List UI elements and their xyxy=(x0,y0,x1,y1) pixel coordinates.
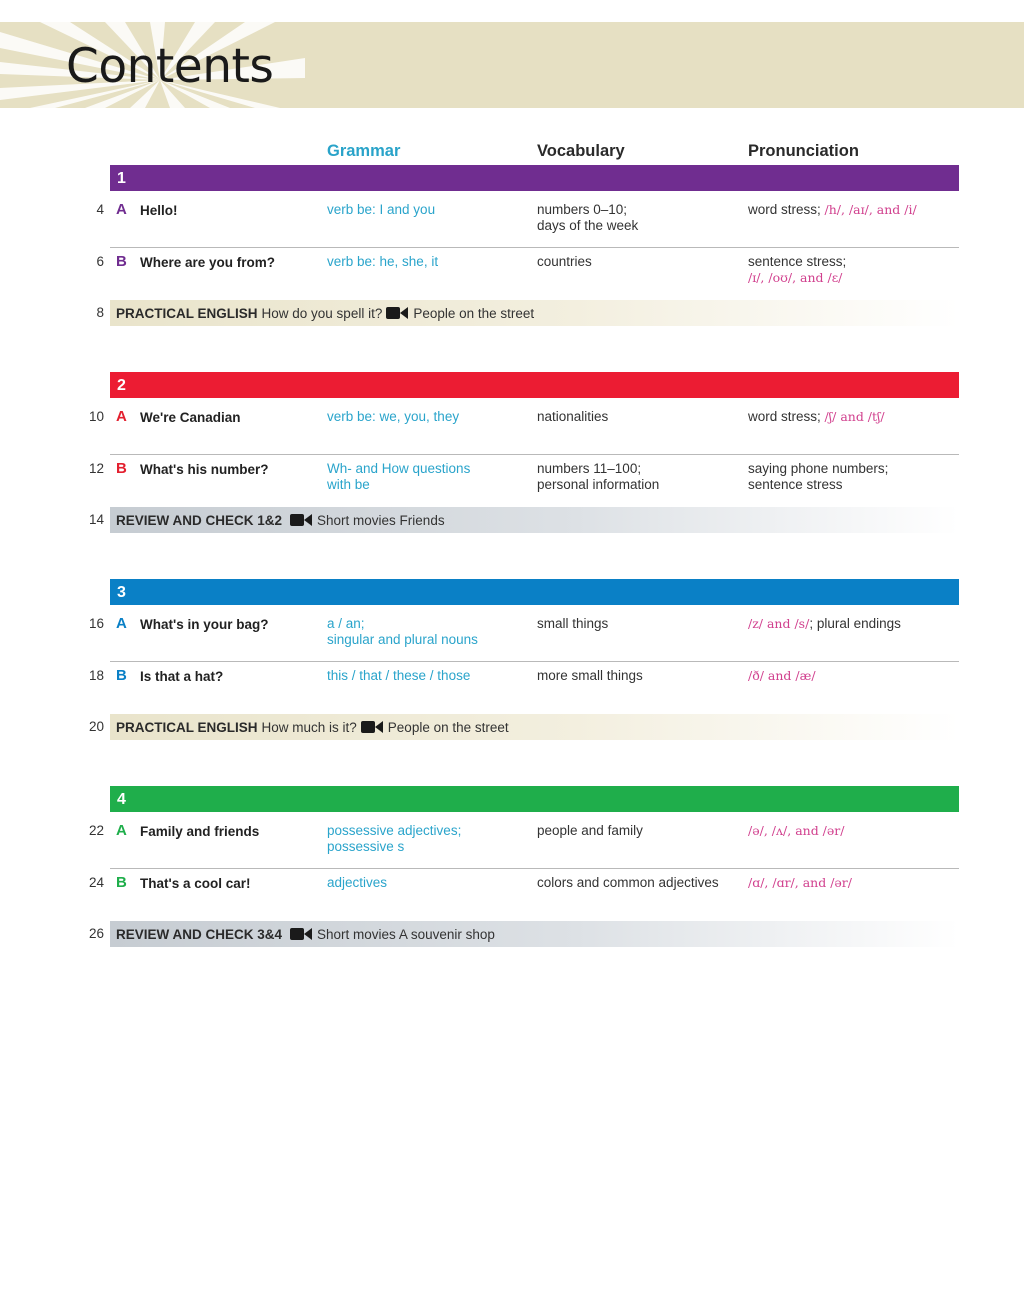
pronunciation-text: saying phone numbers; sentence stress xyxy=(748,461,889,492)
page-number: 12 xyxy=(88,461,104,476)
lesson-title[interactable]: We're Canadian xyxy=(140,410,241,425)
band-label: REVIEW AND CHECK 3&4 xyxy=(116,927,283,942)
pronunciation-cell xyxy=(748,461,958,493)
row-divider xyxy=(110,247,959,248)
pronunciation-cell xyxy=(748,823,958,839)
lesson-letter: A xyxy=(116,822,127,839)
band-video-title: People on the street xyxy=(413,306,535,321)
ipa-symbols: /ð/ and /æ/ xyxy=(748,668,816,683)
vocabulary-cell: nationalities xyxy=(537,409,609,424)
page-number: 4 xyxy=(96,202,104,217)
ipa-symbols: /ʃ/ and /tʃ/ xyxy=(824,409,885,424)
lesson-letter: B xyxy=(116,874,127,891)
vocabulary-cell: colors and common adjectives xyxy=(537,875,719,890)
ipa-symbols: /ɑ/, /ɑr/, and /ər/ xyxy=(748,875,852,890)
page-number: 14 xyxy=(88,512,104,527)
lesson-title[interactable]: Hello! xyxy=(140,203,178,218)
lesson-title[interactable]: Is that a hat? xyxy=(140,669,224,684)
ipa-symbols: /ə/, /ʌ/, and /ər/ xyxy=(748,823,845,838)
band-video-title: Short movies A souvenir shop xyxy=(317,927,495,942)
vocabulary-cell: numbers 0–10; days of the week xyxy=(537,202,639,233)
lesson-letter: B xyxy=(116,253,127,270)
pronunciation-text: word stress; xyxy=(748,202,825,217)
page-number: 16 xyxy=(88,616,104,631)
pronunciation-cell xyxy=(748,616,958,632)
lesson-title[interactable]: What's his number? xyxy=(140,462,269,477)
pronunciation-cell xyxy=(748,668,958,684)
page-number: 26 xyxy=(88,926,104,941)
page-number: 20 xyxy=(88,719,104,734)
grammar-cell: Wh- and How questions with be xyxy=(327,461,471,492)
lesson-letter: A xyxy=(116,408,127,425)
lesson-title[interactable]: Family and friends xyxy=(140,824,260,839)
lesson-letter: A xyxy=(116,615,127,632)
page-number: 6 xyxy=(96,254,104,269)
grammar-cell: verb be: I and you xyxy=(327,202,436,217)
grammar-column-header: Grammar xyxy=(327,142,401,160)
unit-header-bar: 1 xyxy=(110,165,959,191)
review-and-check-band[interactable] xyxy=(110,921,959,947)
review-and-check-band[interactable] xyxy=(110,507,959,533)
ipa-symbols: /ɪ/, /oʊ/, and /ɛ/ xyxy=(748,270,843,285)
grammar-cell: a / an; singular and plural nouns xyxy=(327,616,478,647)
video-camera-icon xyxy=(386,307,408,319)
vocabulary-column-header: Vocabulary xyxy=(537,142,625,160)
pronunciation-cell xyxy=(748,875,958,891)
video-camera-icon xyxy=(290,514,312,526)
band-video-title: People on the street xyxy=(387,720,509,735)
row-divider xyxy=(110,868,959,869)
band-topic: How do you spell it? xyxy=(261,306,383,321)
page-number: 22 xyxy=(88,823,104,838)
page-number: 24 xyxy=(88,875,104,890)
pronunciation-cell xyxy=(748,202,958,218)
page-number: 8 xyxy=(96,305,104,320)
vocabulary-cell: countries xyxy=(537,254,592,269)
video-camera-icon xyxy=(361,721,383,733)
pronunciation-text: sentence stress; xyxy=(748,254,847,269)
lesson-title[interactable]: What's in your bag? xyxy=(140,617,269,632)
band-topic: How much is it? xyxy=(261,720,357,735)
band-label: PRACTICAL ENGLISH xyxy=(116,720,258,735)
page-title: Contents xyxy=(66,39,274,94)
contents-banner xyxy=(0,22,1024,108)
lesson-title[interactable]: Where are you from? xyxy=(140,255,276,270)
vocabulary-cell: people and family xyxy=(537,823,643,838)
row-divider xyxy=(110,661,959,662)
band-video-title: Short movies Friends xyxy=(317,513,445,528)
vocabulary-cell: small things xyxy=(537,616,609,631)
vocabulary-cell: numbers 11–100; personal information xyxy=(537,461,660,492)
lesson-title[interactable]: That's a cool car! xyxy=(140,876,251,891)
grammar-cell: verb be: he, she, it xyxy=(327,254,439,269)
pronunciation-text: word stress; xyxy=(748,409,825,424)
vocabulary-cell: more small things xyxy=(537,668,643,683)
band-label: REVIEW AND CHECK 1&2 xyxy=(116,513,283,528)
page-number: 18 xyxy=(88,668,104,683)
page-number: 10 xyxy=(88,409,104,424)
video-camera-icon xyxy=(290,928,312,940)
row-divider xyxy=(110,454,959,455)
unit-header-bar: 4 xyxy=(110,786,959,812)
practical-english-band[interactable] xyxy=(110,300,959,326)
lesson-letter: A xyxy=(116,201,127,218)
unit-header-bar: 3 xyxy=(110,579,959,605)
practical-english-band[interactable] xyxy=(110,714,959,740)
grammar-cell: adjectives xyxy=(327,875,388,890)
pronunciation-column-header: Pronunciation xyxy=(748,142,859,160)
pronunciation-cell xyxy=(748,409,958,425)
band-label: PRACTICAL ENGLISH xyxy=(116,306,258,321)
pronunciation-cell xyxy=(748,254,958,286)
lesson-letter: B xyxy=(116,667,127,684)
ipa-symbols: /z/ and /s/ xyxy=(748,616,810,631)
pronunciation-text: ; plural endings xyxy=(809,616,901,631)
unit-header-bar: 2 xyxy=(110,372,959,398)
ipa-symbols: /h/, /aɪ/, and /i/ xyxy=(824,202,917,217)
grammar-cell: this / that / these / those xyxy=(327,668,471,683)
grammar-cell: verb be: we, you, they xyxy=(327,409,460,424)
lesson-letter: B xyxy=(116,460,127,477)
grammar-cell: possessive adjectives; possessive s xyxy=(327,823,462,854)
